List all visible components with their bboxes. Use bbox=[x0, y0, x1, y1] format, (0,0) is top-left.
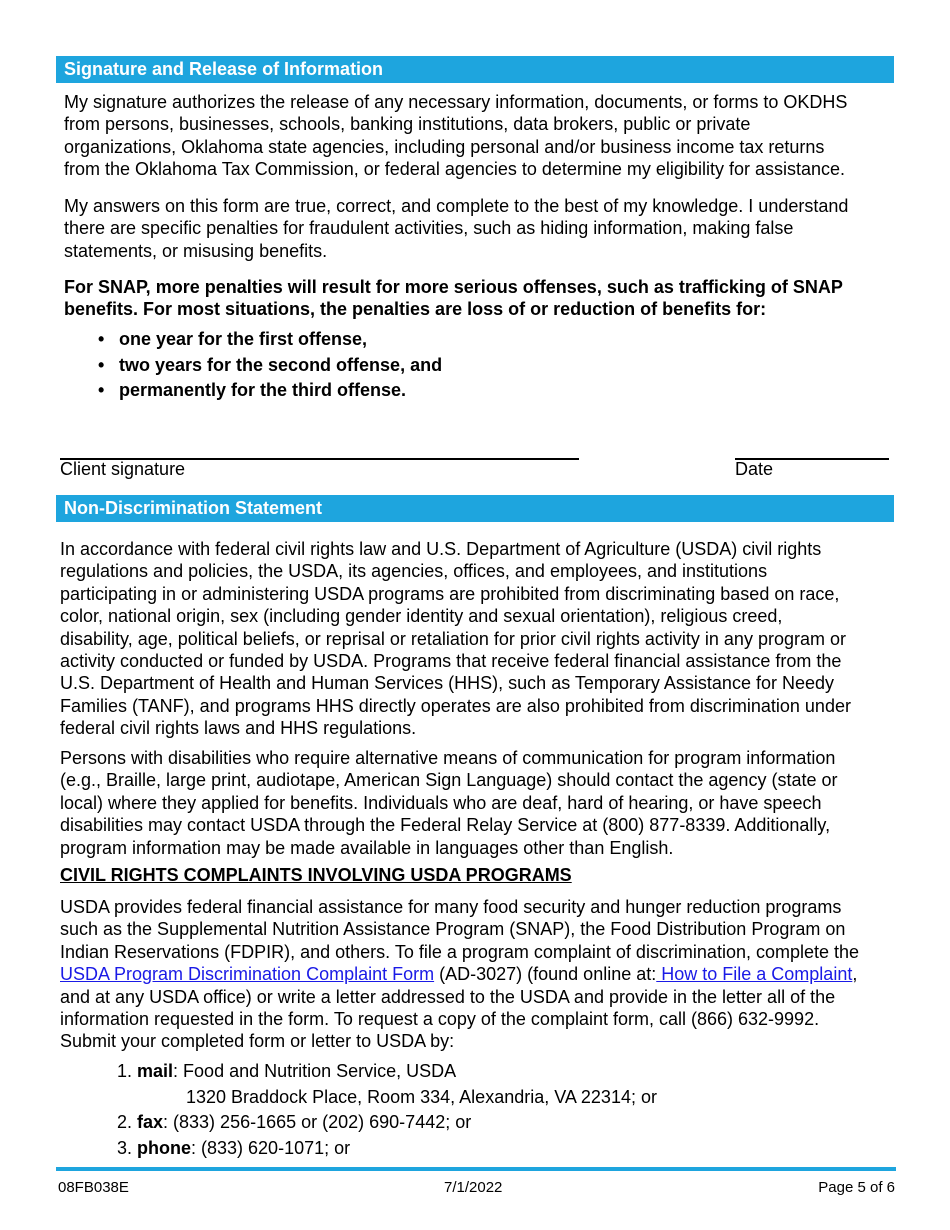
list-item bbox=[96, 378, 442, 404]
complaint-form-link[interactable]: USDA Program Discrimination Complaint Form bbox=[60, 964, 435, 985]
paragraph-line: from persons, businesses, schools, banking institutions, data brokers, public or private bbox=[64, 114, 751, 135]
paragraph-line: activity conducted or funded by USDA. Programs that receive federal financial assistance from the bbox=[60, 651, 842, 671]
list-item-number: 2. bbox=[117, 1112, 138, 1132]
paragraph-line: local) where they applied for benefits. Individuals who are deaf, hard of hearing, or have speech bbox=[60, 792, 822, 813]
paragraph-line: such as the Supplemental Nutrition Assistance Program (SNAP), the Food Distribution Program on bbox=[60, 919, 846, 940]
how-to-file-complaint-link[interactable]: How to File a Complaint bbox=[656, 964, 853, 985]
paragraph-text: (AD-3027) (found online at: bbox=[434, 964, 657, 985]
client-signature-label: Client signature bbox=[60, 459, 186, 479]
paragraph-line: In accordance with federal civil rights law and U.S. Department of Agriculture (USDA) civil rights bbox=[60, 539, 822, 559]
list-item-text: two years for the second offense, and bbox=[119, 354, 443, 375]
paragraph-line: there are specific penalties for fraudulent activities, such as hiding information, making false bbox=[64, 218, 794, 239]
footer-divider bbox=[56, 1167, 896, 1171]
method-text: : (833) 256-1665 or (202) 690-7442; or bbox=[163, 1112, 472, 1132]
paragraph-line: information requested in the form. To request a copy of the complaint form, call (866) 632-9992. bbox=[60, 1009, 820, 1029]
paragraph-line: and at any USDA office) or write a letter addressed to the USDA and provide in the letter all of the bbox=[60, 986, 836, 1007]
paragraph-line: disability, age, political beliefs, or reprisal or retaliation for prior civil rights activity in any program or bbox=[60, 628, 846, 649]
paragraph-line bbox=[60, 963, 857, 985]
list-item-text: one year for the first offense, bbox=[119, 329, 368, 349]
paragraph-line: statements, or misusing benefits. bbox=[64, 240, 328, 261]
paragraph-text: , bbox=[852, 964, 858, 985]
paragraph-line: participating in or administering USDA programs are prohibited from discriminating based on race, bbox=[60, 583, 840, 604]
method-label: phone bbox=[137, 1137, 192, 1158]
bullet-icon: • bbox=[98, 329, 105, 349]
paragraph-line: color, national origin, sex (including gender identity and sexual orientation), religious creed, bbox=[60, 606, 783, 627]
paragraph-line: disabilities may contact USDA through the Federal Relay Service at (800) 877-8339. Additionally, bbox=[60, 815, 831, 836]
footer-date: 7/1/2022 bbox=[444, 1179, 503, 1196]
method-text: : Food and Nutrition Service, USDA bbox=[173, 1061, 457, 1081]
paragraph-line: My signature authorizes the release of any necessary information, documents, or forms to OKDHS bbox=[64, 92, 848, 112]
paragraph-line: Submit your completed form or letter to USDA by: bbox=[60, 1031, 455, 1052]
paragraph-line: program information may be made available in languages other than English. bbox=[60, 837, 674, 858]
paragraph-line: federal civil rights laws and HHS regulations. bbox=[60, 718, 417, 739]
list-item-number: 1. bbox=[117, 1061, 138, 1081]
footer-form-id: 08FB038E bbox=[58, 1179, 129, 1196]
list-item bbox=[117, 1137, 350, 1159]
method-text: : (833) 620-1071; or bbox=[191, 1137, 351, 1158]
method-label: fax bbox=[137, 1112, 164, 1132]
paragraph-line: benefits. For most situations, the penalties are loss of or reduction of benefits for: bbox=[64, 299, 767, 320]
footer-page-number: Page 5 of 6 bbox=[818, 1179, 895, 1196]
nondiscrimination-section-heading: Non-Discrimination Statement bbox=[56, 495, 894, 522]
paragraph-line: Families (TANF), and programs HHS directly operates are also prohibited from discrimination under bbox=[60, 695, 851, 716]
complaints-heading: CIVIL RIGHTS COMPLAINTS INVOLVING USDA PROGRAMS bbox=[60, 865, 572, 885]
paragraph-line: For SNAP, more penalties will result for more serious offenses, such as trafficking of SNAP bbox=[64, 277, 843, 297]
list-item-text: permanently for the third offense. bbox=[119, 380, 407, 400]
paragraph-line: (e.g., Braille, large print, audiotape, American Sign Language) should contact the agency (state or bbox=[60, 770, 838, 791]
paragraph-line: Persons with disabilities who require alternative means of communication for program information bbox=[60, 748, 836, 768]
penalties-list bbox=[96, 327, 442, 404]
paragraph-line: Indian Reservations (FDPIR), and others. To file a program complaint of discrimination, complete the bbox=[60, 941, 860, 962]
method-label: mail bbox=[137, 1061, 174, 1081]
list-item bbox=[96, 327, 442, 353]
paragraph-line: from the Oklahoma Tax Commission, or federal agencies to determine my eligibility for assistance. bbox=[64, 159, 845, 180]
list-item-number: 3. bbox=[117, 1137, 138, 1158]
list-item bbox=[117, 1111, 471, 1133]
paragraph-line: My answers on this form are true, correct, and complete to the best of my knowledge. I understand bbox=[64, 196, 849, 216]
list-item bbox=[96, 353, 442, 379]
paragraph-line: regulations and policies, the USDA, its agencies, offices, and employees, and institutions bbox=[60, 561, 768, 582]
list-item bbox=[117, 1060, 456, 1082]
paragraph-line: U.S. Department of Health and Human Services (HHS), such as Temporary Assistance for Needy bbox=[60, 673, 834, 694]
signature-section-heading: Signature and Release of Information bbox=[56, 56, 894, 83]
bullet-icon: • bbox=[98, 380, 105, 400]
date-label: Date bbox=[735, 459, 774, 479]
paragraph-line: USDA provides federal financial assistance for many food security and hunger reduction programs bbox=[60, 897, 842, 917]
paragraph-line: organizations, Oklahoma state agencies, including personal and/or business income tax returns bbox=[64, 136, 825, 157]
bullet-icon: • bbox=[98, 354, 105, 375]
mail-address-line: 1320 Braddock Place, Room 334, Alexandria, VA 22314; or bbox=[186, 1086, 657, 1107]
